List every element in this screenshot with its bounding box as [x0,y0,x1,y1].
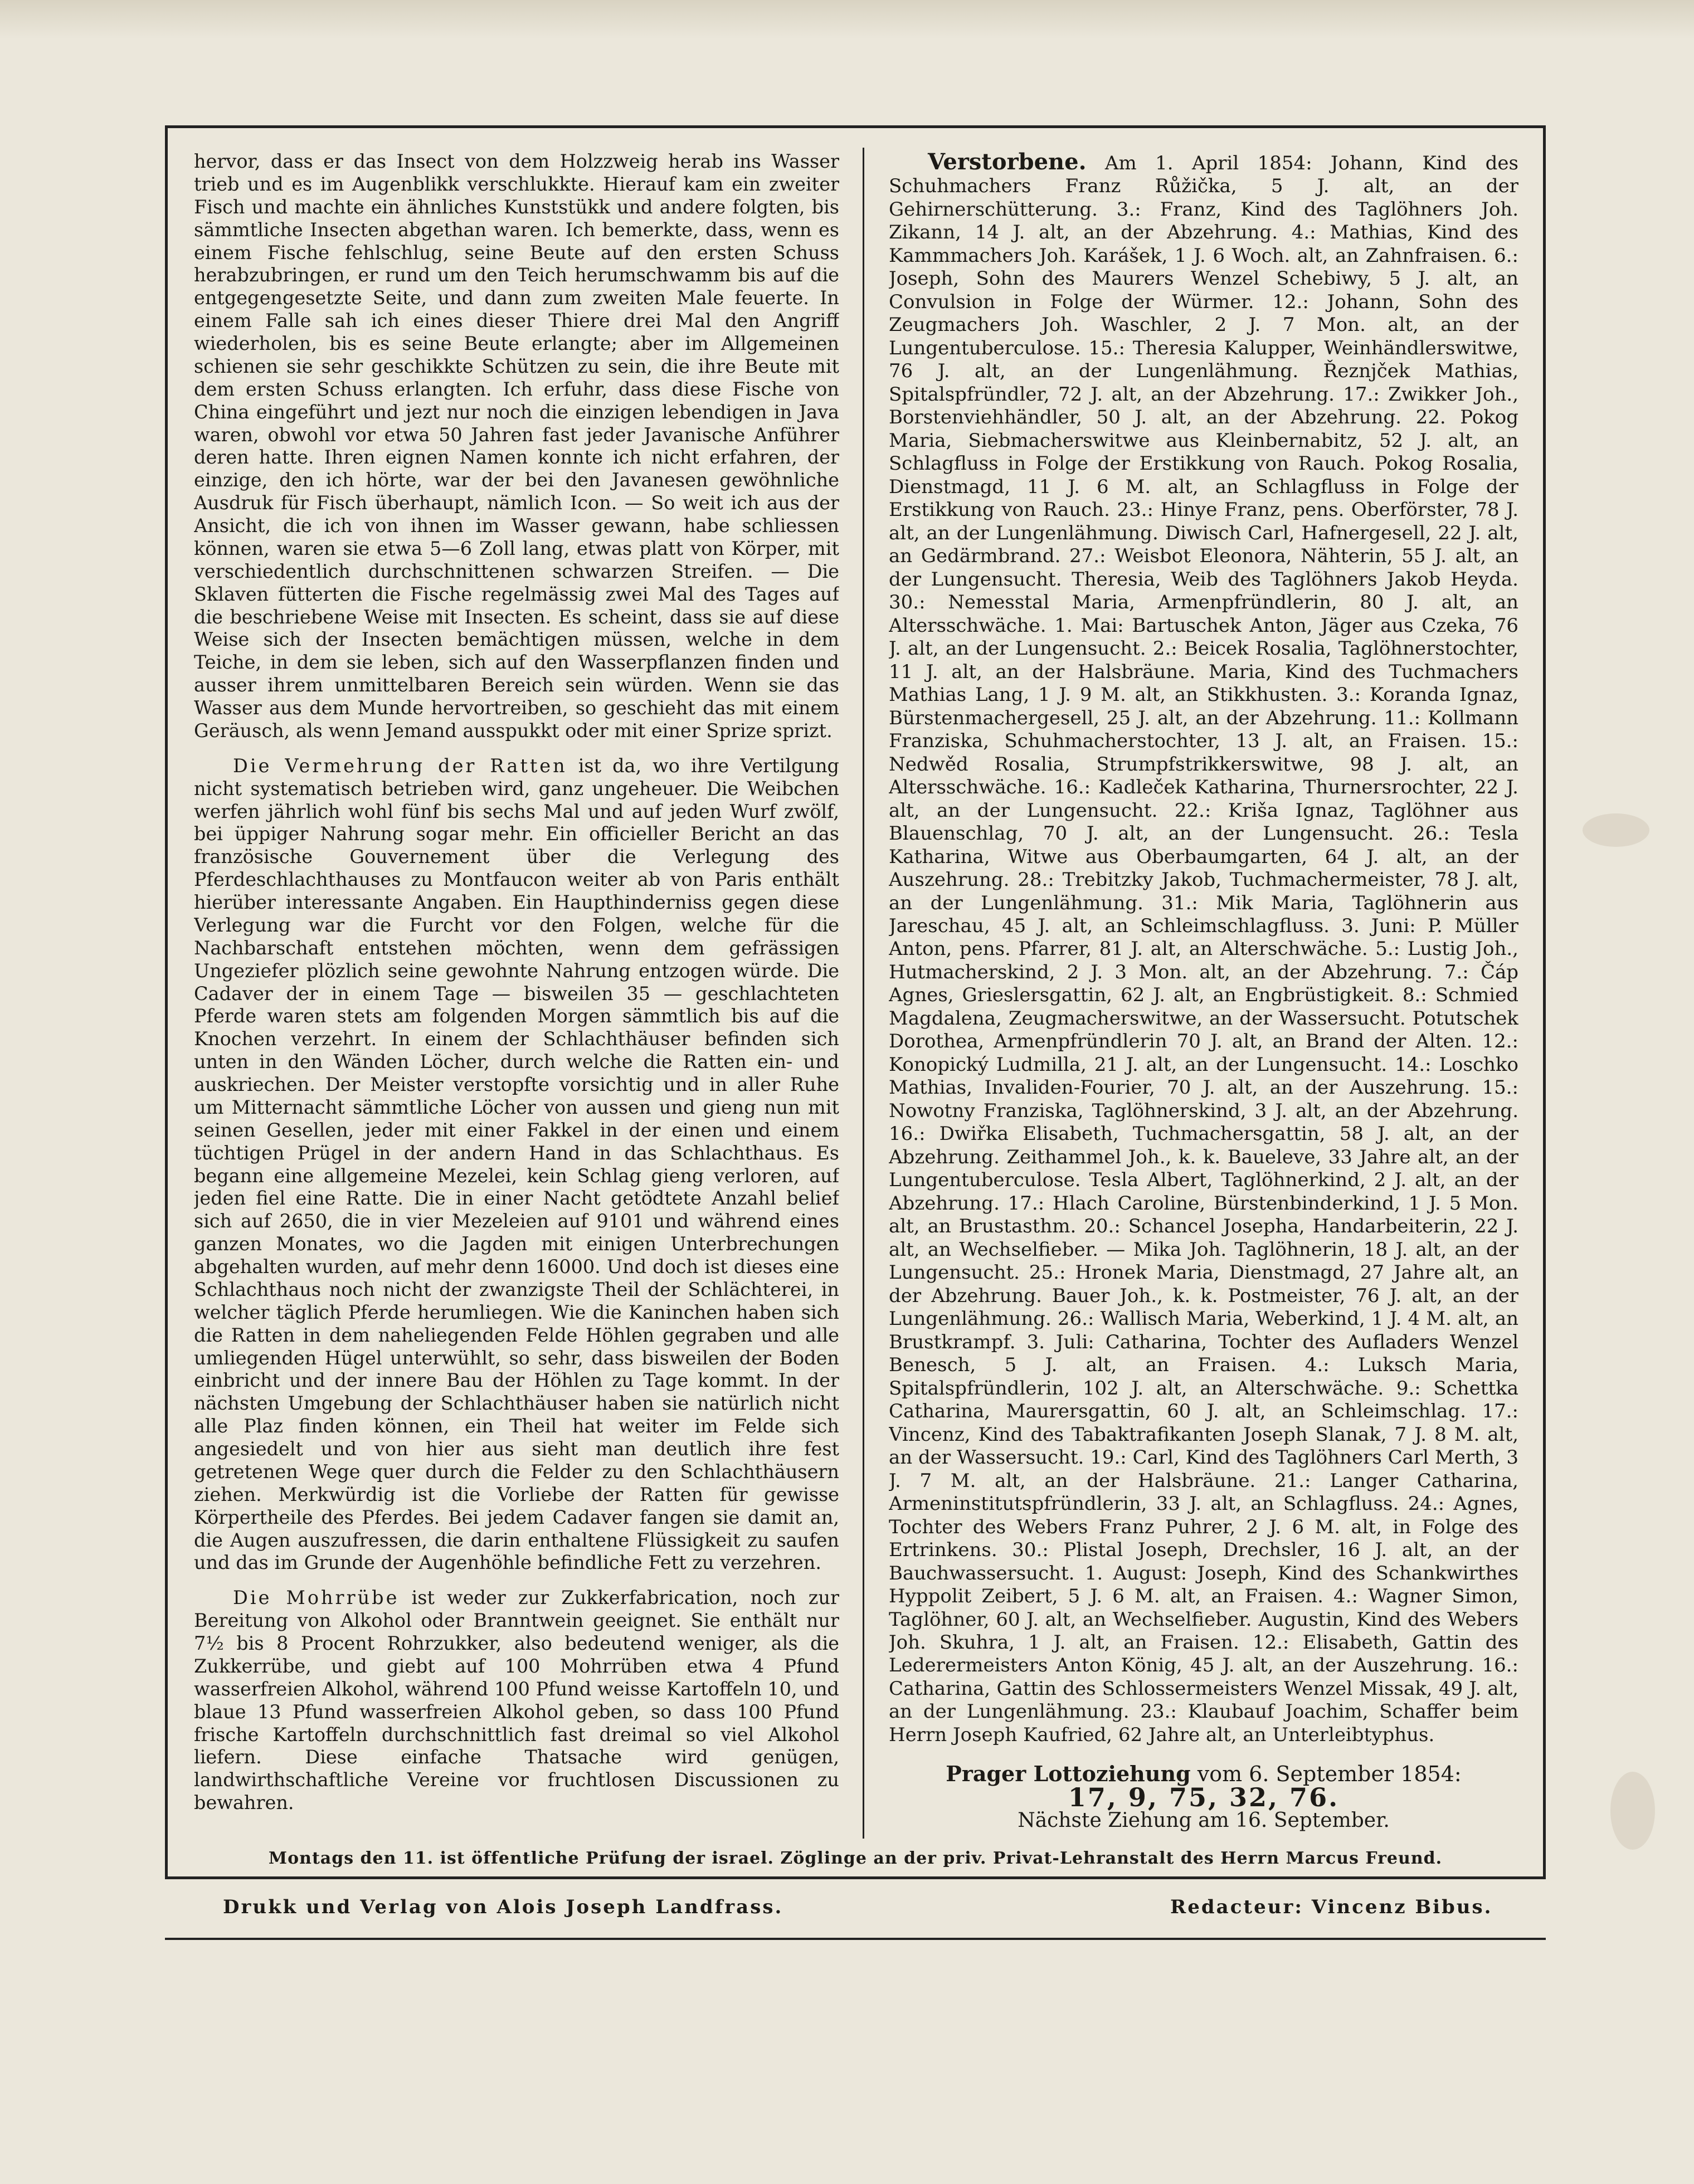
fish-article-text: hervor, dass er das Insect von dem Holzzweig herab ins Wasser trieb und es im Augenblikk verschlukkte. Hierauf kam ein zweiter Fisch und machte ein ähnliches Kunststükk und andere folgten, bis sämmtliche Insecten abgethan waren. Ich bemerkte, dass, wenn es einem Fische fehlschlug, seine Beute auf den ersten Schuss herabzubringen, er rund um den Teich herumschwamm bis auf die entgegengesetzte Seite, und dann zum zweiten Male feuerte. In einem Falle sah ich eines dieser Thiere drei Mal den Angriff wiederholen, bis es seine Beute erlangte; aber im Allgemeinen schienen sie sehr geschikkte Schützen zu sein, die ihre Beute mit dem ersten Schuss erlangten. Ich erfuhr, dass diese Fische von China eingeführt und jezt nur noch die einzigen lebendigen in Java waren, obwohl vor etwa 50 Jahren fast jeder Javanische Anführer deren hatte. Ihren eignen Namen konnte ich nicht erfahren, der einzige, den ich hörte, war der bei den Javanesen gewöhnliche Ausdruk für Fisch überhaupt, nämlich Icon. — So weit ich aus der Ansicht, die ich von ihnen im Wasser gewann, habe schliessen können, waren sie etwa 5—6 Zoll lang, etwas platt von Körper, mit verschiedentlich durchschnittenen schwarzen Streifen. — Die Sklaven fütterten die Fische regelmässig zwei Mal des Tages auf die beschriebene Weise mit Insecten. Es scheint, dass sie auf diese Weise sich der Insecten bemächtigen müssen, welche in dem Teiche, in dem sie leben, sich auf den Wasserpflanzen finden und ausser ihrem unmittelbaren Bereich sein würden. Wenn sie das Wasser aus dem Munde hervortreiben, so geschieht das mit einem Geräusch, als wenn Jemand ausspukkt oder mit einer Sprize sprizt. [194,150,839,742]
frame-bottom-rule [165,1876,1546,1879]
footer-bottom-rule [165,1938,1546,1940]
lotto-box [889,1762,1518,1832]
lotto-next-draw: Nächste Ziehung am 16. September. [1018,1809,1390,1832]
deaths-head: Verstorbene. [928,150,1087,175]
carrot-article [194,1587,839,1815]
column-divider [863,148,864,1839]
left-column [194,150,839,1844]
frame-top-rule [165,125,1546,128]
deaths-text: Am 1. April 1854: Johann, Kind des Schuhmachers Franz Růžička, 5 J. alt, an der Gehirnerschütterung. 3.: Franz, Kind des Taglöhners Joh. Zikann, 14 J. alt, an der Abzehrung. 4.: Mathias, Kind des Kammmachers Joh. Karášek, 1 J. 6 Woch. alt, an Zahnfraisen. 6.: Joseph, Sohn des Maurers Wenzel Schebiwy, 5 J. alt, an Convulsion in Folge der Würmer. 12.: Johann, Sohn des Zeugmachers Joh. Waschler, 2 J. 7 Mon. alt, an der Lungentuberculose. 15.: Theresia Kalupper, Weinhändlerswitwe, 76 J. alt, an der Lungenlähmung. Řeznjček Mathias, Spitalspfründler, 72 J. alt, an der Abzehrung. 17.: Zwikker Joh., Borstenviehhändler, 50 J. alt, an der Abzehrung. 22. Pokog Maria, Siebmacherswitwe aus Kleinbernabitz, 52 J. alt, an Schlagfluss in Folge der Erstikkung von Rauch. Pokog Rosalia, Dienstmagd, 11 J. 6 M. alt, an Schlagfluss in Folge der Erstikkung von Rauch. 23.: Hinye Franz, pens. Oberförster, 78 J. alt, an der Lungenlähmung. Diwisch Carl, Hafnergesell, 22 J. alt, an Gedärmbrand. 27.: Weisbot Eleonora, Nähterin, 55 J. alt, an der Lungensucht. Theresia, Weib des Taglöhners Jakob Heyda. 30.: Nemesstal Maria, Armenpfründlerin, 80 J. alt, an Altersschwäche. 1. Mai: Bartuschek Anton, Jäger aus Czeka, 76 J. alt, an der Lungensucht. 2.: Beicek Rosalia, Taglöhnerstochter, 11 J. alt, an der Halsbräune. Maria, Kind des Tuchmachers Mathias Lang, 1 J. 9 M. alt, an Stikkhusten. 3.: Koranda Ignaz, Bürstenmachergesell, 25 J. alt, an der Abzehrung. 11.: Kollmann Franziska, Schuhmacherstochter, 13 J. alt, an Fraisen. 15.: Nedwěd Rosalia, Strumpfstrikkerswitwe, 98 J. alt, an Altersschwäche. 16.: Kadleček Katharina, Thurnersrochter, 22 J. alt, an der Lungensucht. 22.: Kriša Ignaz, Taglöhner aus Blauenschlag, 70 J. alt, an der Lungensucht. 26.: Tesla Katharina, Witwe aus Oberbaumgarten, 64 J. alt, an der Auszehrung. 28.: Trebitzky Jakob, Tuchmachermeister, 78 J. alt, an der Lungenlähmung. 31.: Mik Maria, Taglöhnerin aus Jareschau, 45 J. alt, an Schleimschlagfluss. 3. Juni: P. Müller Anton, pens. Pfarrer, 81 J. alt, an Alterschwäche. 5.: Lustig Joh., Hutmacherskind, 2 J. 3 Mon. alt, an der Abzehrung. 7.: Čáp Agnes, Grieslersgattin, 62 J. alt, an Engbrüstigkeit. 8.: Schmied Magdalena, Zeugmacherswitwe, an der Wassersucht. Potutschek Dorothea, Armenpfründlerin 70 J. alt, an Brand der Alten. 12.: Konopický Ludmilla, 21 J. alt, an der Lungensucht. 14.: Loschko Mathias, Invaliden-Fourier, 70 J. alt, an der Auszehrung. 15.: Nowotny Franziska, Taglöhnerskind, 3 J. alt, an der Abzehrung. 16.: Dwiřka Elisabeth, Tuchmachersgattin, 58 J. alt, an der Abzehrung. Zeithammel Joh., k. k. Baueleve, 33 Jahre alt, an der Lungentuberculose. Tesla Albert, Taglöhnerkind, 2 J. alt, an der Abzehrung. 17.: Hlach Caroline, Bürstenbinderkind, 1 J. 5 Mon. alt, an Brustasthm. 20.: Schancel Josepha, Handarbeiterin, 22 J. alt, an Wechselfieber. — Mika Joh. Taglöhnerin, 18 J. alt, an der Lungensucht. 25.: Hronek Maria, Dienstmagd, 27 Jahre alt, an der Abzehrung. Bauer Joh., k. k. Postmeister, 76 J. alt, an der Lungenlähmung. 26.: Wallisch Maria, Weberkind, 1 J. 4 M. alt, an Brustkrampf. 3. Juli: Catharina, Tochter des Aufladers Wenzel Benesch, 5 J. alt, an Fraisen. 4.: Luksch Maria, Spitalspfründlerin, 102 J. alt, an Alterschwäche. 9.: Schettka Catharina, Maurersgattin, 60 J. alt, an Schleimschlag. 17.: Vincenz, Kind des Tabaktrafikanten Joseph Slanak, 7 J. 8 M. alt, an der Wassersucht. 19.: Carl, Kind des Taglöhners Carl Merth, 3 J. 7 M. alt, an der Halsbräune. 21.: Langer Catharina, Armeninstitutspfründlerin, 33 J. alt, an Schlagfluss. 24.: Agnes, Tochter des Webers Franz Puhrer, 2 J. 6 M. alt, in Folge des Ertrinkens. 30.: Plistal Joseph, Drechsler, 16 J. alt, an der Bauchwassersucht. 1. August: Joseph, Kind des Schankwirthes Hyppolit Zeibert, 5 J. 6 M. alt, an Fraisen. 4.: Wagner Simon, Taglöhner, 60 J. alt, an Wechselfieber. Augustin, Kind des Webers Joh. Skuhra, 1 J. alt, an Fraisen. 12.: Elisabeth, Gattin des Lederermeisters Anton König, 45 J. alt, an der Auszehrung. 16.: Catharina, Gattin des Schlossermeisters Wenzel Missak, 49 J. alt, an der Lungenlähmung. 23.: Klaubauf Joachim, Schaffer beim Herrn Joseph Kaufried, 62 Jahre alt, an Unterleibtyphus. [889,152,1518,1746]
lotto-numbers: 17, 9, 75, 32, 76. [1068,1782,1340,1812]
footer-editor: Redacteur: Vincenz Bibus. [1170,1896,1493,1918]
carrot-article-head: Die Mohrrübe [233,1587,400,1609]
deaths-list [889,150,1518,1747]
rats-article [194,755,839,1575]
frame-left-rule [165,125,168,1879]
exam-notice: Montags den 11. ist öffentliche Prüfung der israel. Zöglinge an der priv. Privat-Lehranstalt des Herrn Marcus Freund. [268,1849,1443,1868]
paper-stain [1583,813,1649,847]
lotto-title-bold: Prager Lottoziehung [946,1761,1191,1787]
page-top-edge [0,0,1694,39]
lotto-title-rest: vom 6. September 1854: [1190,1762,1462,1787]
frame-right-rule [1543,125,1546,1879]
carrot-article-text: ist weder zur Zukkerfabrication, noch zur Bereitung von Alkohol oder Branntwein geeignet. Sie enthält nur 7½ bis 8 Procent Rohrzukker, also bedeutend weniger, als die Zukkerrübe, und giebt auf 100 Mohrrüben etwa 4 Pfund wasserfreien Alkohol, während 100 Pfund weisse Kartoffeln 10, und blaue 13 Pfund wasserfreien Alkohol geben, so dass 100 Pfund frische Kartoffeln durchschnittlich fast dreimal so viel Alkohol liefern. Diese einfache Thatsache wird genügen, landwirthschaftliche Vereine vor fruchtlosen Discussionen zu bewahren. [194,1587,839,1814]
rats-article-text: ist da, wo ihre Vertilgung nicht systematisch betrieben wird, ganz ungeheuer. Die Weibchen werfen jährlich wohl fünf bis sechs Mal und auf jeden Wurf zwölf, bei üppiger Nahrung sogar mehr. Ein officieller Bericht an das französische Gouvernement über die Verlegung des Pferdeschlachthauses zu Montfaucon weiter ab von Paris enthält hierüber interessante Angaben. Ein Haupthinderniss gegen diese Verlegung war die Furcht vor den Folgen, welche für die Nachbarschaft entstehen möchten, wenn dem gefrässigen Ungeziefer plözlich seine gewohnte Nahrung entzogen würde. Die Cadaver der in einem Tage — bisweilen 35 — geschlachteten Pferde waren stets am folgenden Morgen sämmtlich bis auf die Knochen verzehrt. In einem der Schlachthäuser befinden sich unten in den Wänden Löcher, durch welche die Ratten ein- und auskriechen. Der Meister verstopfte vorsichtig und in aller Ruhe um Mitternacht sämmtliche Löcher von aussen und gieng nun mit seinen Gesellen, jeder mit einer Fakkel in der einen und einem tüchtigen Prügel in der andern Hand in das Schlachthaus. Es begann eine allgemeine Mezelei, kein Schlag gieng verloren, auf jeden fiel eine Ratte. Die in einer Nacht getödtete Anzahl belief sich auf 2650, die in vier Mezeleien auf 9101 und während eines ganzen Monates, wo die Jagden mit einigen Unterbrechungen abgehalten wurden, auf mehr denn 16000. Und doch ist dieses eine Schlachthaus noch nicht der zwanzigste Theil der Schlächterei, in welcher täglich Pferde herumliegen. Wie die Kaninchen haben sich die Ratten in dem naheliegenden Felde Höhlen gegraben und alle umliegenden Hügel unterwühlt, so sehr, dass bisweilen der Boden einbricht und der innere Bau der Höhlen zu Tage kommt. In der nächsten Umgebung der Schlachthäuser haben sie natürlich nicht alle Plaz finden können, ein Theil hat weiter im Felde sich angesiedelt und von hier aus sieht man deutlich ihre fest getretenen Wege quer durch die Felder zu den Schlachthäusern ziehen. Merkwürdig ist die Vorliebe der Ratten für gewisse Körpertheile des Pferdes. Bei jedem Cadaver fangen sie damit an, die Augen auszufressen, die darin enthaltene Flüssigkeit zu saufen und das im Grunde der Augenhöhle befindliche Fett zu verzehren. [194,754,839,1574]
rats-article-head: Die Vermehrung der Ratten [233,754,567,777]
right-column [889,150,1518,1844]
paper-stain [1610,1772,1655,1850]
footer-printer: Drukk und Verlag von Alois Joseph Landfrass. [223,1896,783,1918]
